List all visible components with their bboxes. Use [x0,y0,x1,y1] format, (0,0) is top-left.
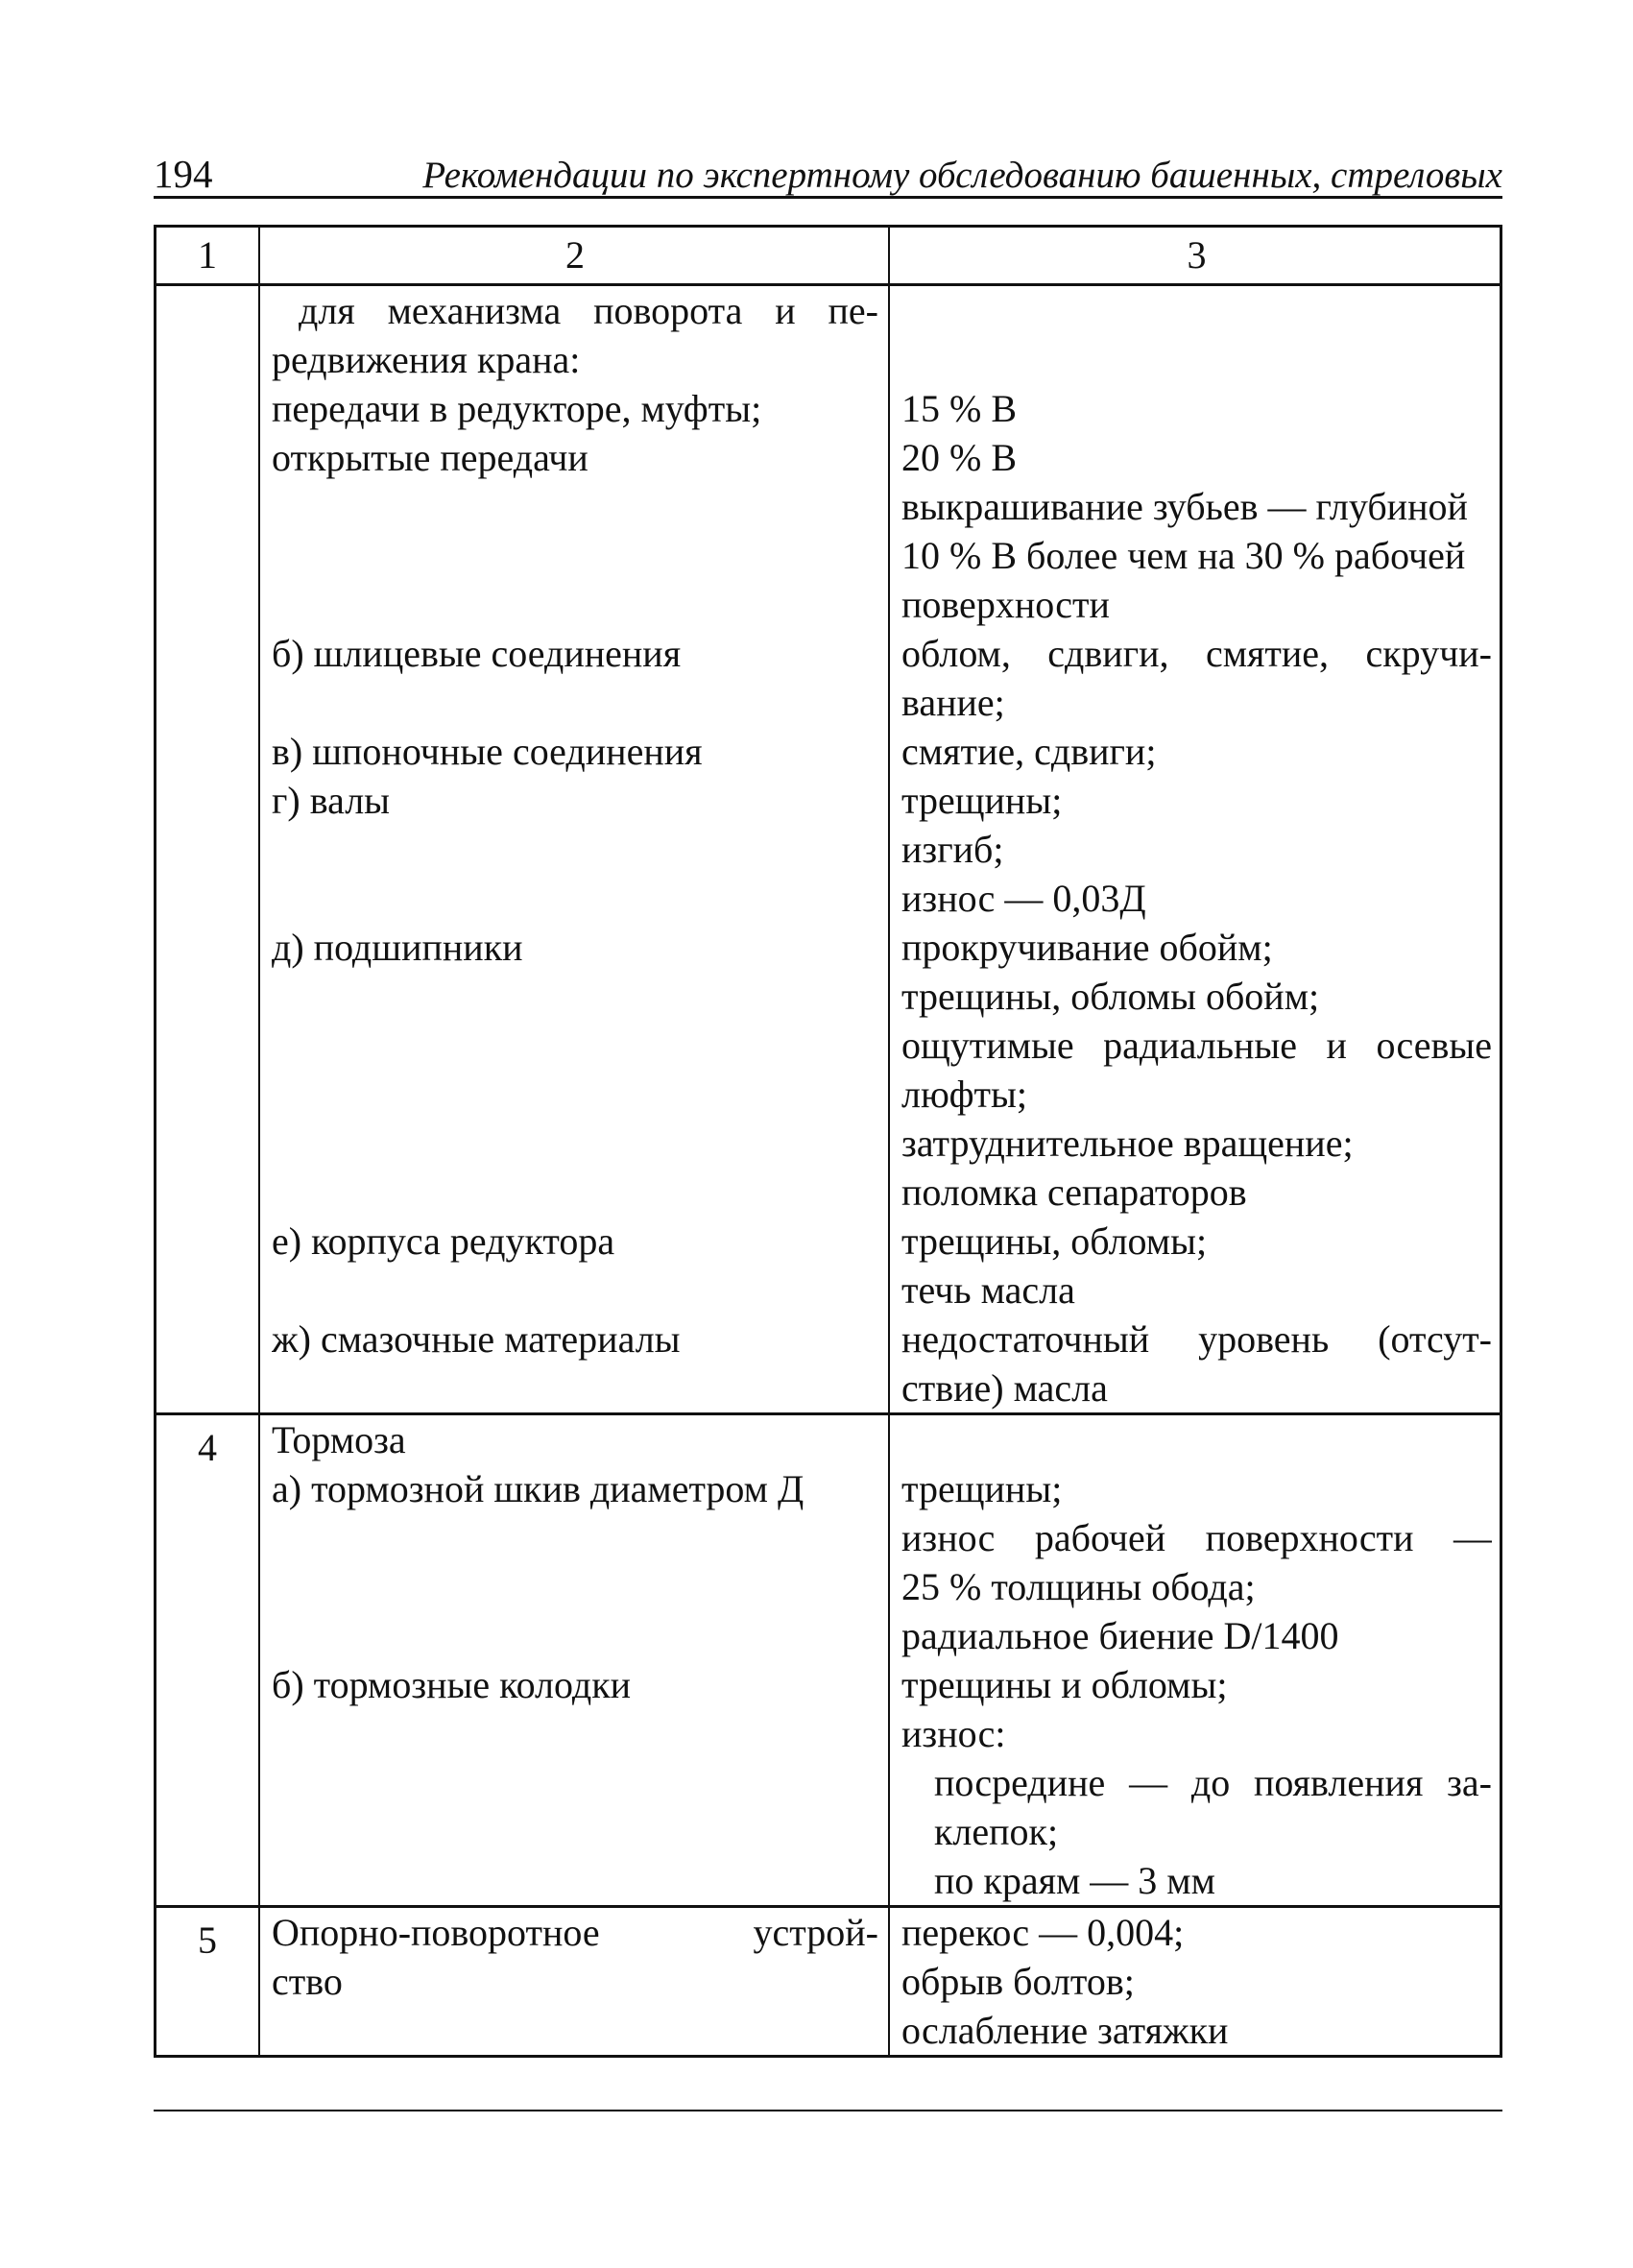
cell-line: износ: [901,1712,1006,1755]
cell-line: ослабление затяжки [901,2009,1229,2052]
cell-line [272,874,878,923]
cell-line: редвижения крана: [272,338,581,381]
cell-line: поверхности [901,583,1110,626]
cell-line: открытые передачи [272,436,588,479]
cell-line: клепок; [934,1810,1059,1853]
table-row-4 [156,1414,1501,1907]
cell-line: люфты; [901,1073,1027,1116]
cell-line [272,678,878,727]
column-header-2: 2 [259,227,889,285]
element-cell [259,1414,889,1907]
cell-line: ствие) масла [901,1366,1108,1410]
cell-line: вание; [901,681,1005,724]
cell-line: для механизма поворота и пе- [299,289,878,332]
cell-line [272,972,878,1021]
cell-line [272,1562,878,1611]
cell-line: б) шлицевые соединения [272,632,682,675]
cell-line: прокручивание обойм; [901,926,1273,969]
cell-line: трещины и обломы; [901,1663,1228,1706]
cell-line: смятие, сдвиги; [901,730,1157,773]
cell-line: посредине — до появления за- [934,1761,1492,1804]
cell-line: трещины; [901,1467,1063,1510]
running-title: Рекомендации по экспертному обследованию башенных, стреловых [422,155,1502,196]
specification-table [154,225,1502,2058]
cell-line: перекос — 0,004; [901,1911,1185,1954]
cell-line: трещины, обломы; [901,1219,1208,1263]
bottom-rule [154,2110,1502,2111]
cell-line: Опорно-поворотное устрой- [272,1911,878,1954]
table-header-row [156,227,1501,285]
column-header-3: 3 [889,227,1501,285]
cell-line: износ рабочей поверхности — [901,1516,1492,1559]
cell-line [272,1070,878,1119]
cell-line: в) шпоночные соединения [272,730,703,773]
row-number-cell: 4 [156,1414,260,1907]
cell-line: недостаточный уровень (отсут- [901,1317,1492,1361]
cell-line: износ — 0,03Д [901,877,1146,920]
cell-line: обрыв болтов; [901,1960,1135,2003]
page-header [154,142,1502,199]
cell-line [272,1119,878,1168]
table-row-5 [156,1907,1501,2057]
cell-line [272,580,878,629]
cell-line: затруднительное вращение; [901,1122,1354,1165]
cell-line [272,482,878,531]
element-cell [259,1907,889,2057]
cell-line: поломка сепараторов [901,1170,1247,1214]
cell-line: ощутимые радиальные и осевые [901,1024,1492,1067]
page-number: 194 [154,152,213,196]
cell-line: течь масла [901,1268,1075,1312]
cell-line: 15 % В [901,387,1017,430]
cell-line: по краям — 3 мм [934,1859,1215,1902]
cell-line: г) валы [272,779,391,822]
cell-line [272,1513,878,1562]
cell-line: облом, сдвиги, смятие, скручи- [901,632,1492,675]
cell-line: д) подшипники [272,926,523,969]
cell-line [272,1021,878,1070]
cell-line [901,1415,1492,1464]
cell-line [272,825,878,874]
cell-line [272,531,878,580]
defect-cell [889,285,1501,1414]
cell-line [901,286,1492,335]
cell-line: выкрашивание зубьев — глубиной [901,485,1468,528]
row-number-cell [156,285,260,1414]
cell-line: трещины; [901,779,1063,822]
cell-line [272,1363,878,1412]
column-header-1: 1 [156,227,260,285]
cell-line [272,1266,878,1315]
cell-line: трещины, обломы обойм; [901,975,1320,1018]
defect-cell [889,1907,1501,2057]
cell-line: е) корпуса редуктора [272,1219,615,1263]
cell-line: Тормоза [272,1418,406,1461]
cell-line: передачи в редукторе, муфты; [272,387,762,430]
cell-line: 10 % В более чем на 30 % рабочей [901,534,1466,577]
cell-line: радиальное биение D/1400 [901,1614,1339,1657]
cell-line [272,1611,878,1660]
table-row-continued [156,285,1501,1414]
cell-line [272,1168,878,1217]
cell-line: б) тормозные колодки [272,1663,632,1706]
cell-line: а) тормозной шкив диаметром Д [272,1467,804,1510]
defect-cell [889,1414,1501,1907]
cell-line: 20 % В [901,436,1017,479]
cell-line: изгиб; [901,828,1004,871]
cell-line [901,335,1492,384]
cell-line: ство [272,1960,343,2003]
cell-line: 25 % толщины обода; [901,1565,1256,1608]
cell-line: ж) смазочные материалы [272,1317,681,1361]
row-number-cell: 5 [156,1907,260,2057]
element-cell [259,285,889,1414]
